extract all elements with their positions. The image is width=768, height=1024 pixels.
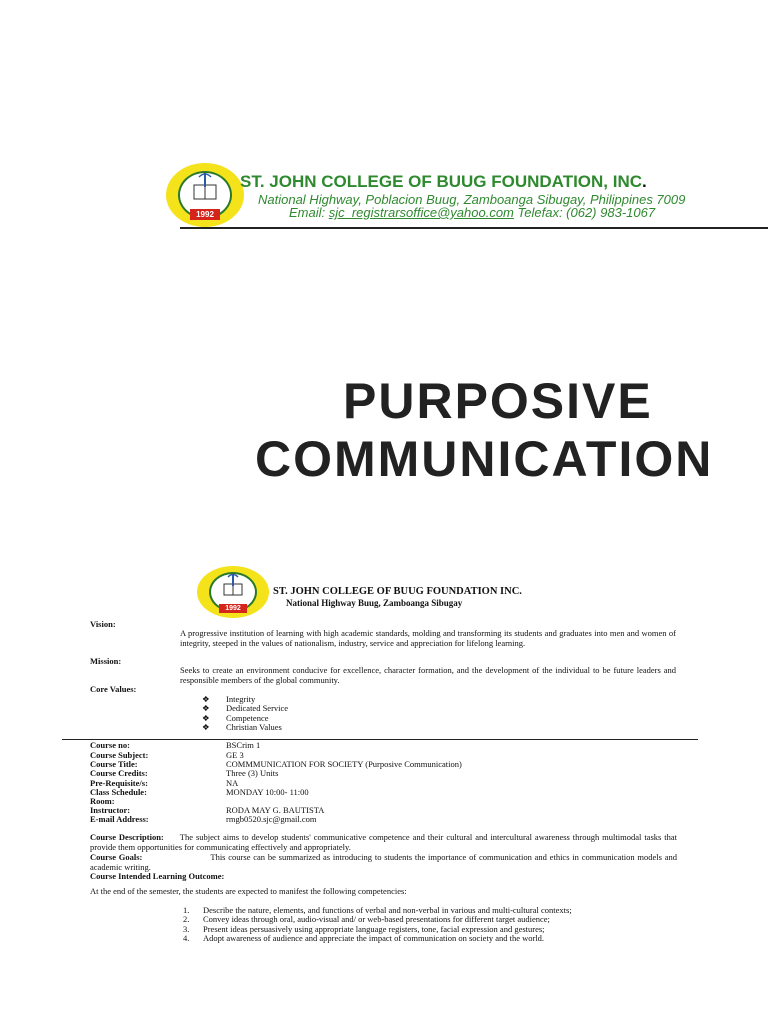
course-description [90, 832, 677, 852]
mission-label: Mission: [90, 656, 122, 666]
vision-text: A progressive institution of learning with high academic standards, molding and transforming its students and graduates into men and women of integrity, steeped in the values of nationalism, industry, service and appreciation for lifelong learning. [180, 628, 676, 648]
course-goals [90, 852, 677, 872]
diamond-bullet-icon: ❖ [202, 694, 210, 704]
core-value-item [202, 722, 282, 733]
core-values-label: Core Values: [90, 684, 137, 694]
mission-text: Seeks to create an environment conducive for excellence, character formation, and the development of the individual to be future leaders and responsible members of the global community. [180, 665, 676, 685]
course-goals-label: Course Goals: [90, 852, 143, 862]
course-description-text: The subject aims to develop students' communicative competence and their cultural and intercultural awareness through multimodal tasks that provide them opportunities for communicating effectively and appropriately. [90, 832, 678, 852]
course-title-label: Course Title: [90, 759, 138, 769]
core-value-text: Christian Values [226, 722, 282, 732]
telefax: Telefax: (062) 983-1067 [513, 205, 656, 220]
course-credits-label: Course Credits: [90, 768, 148, 778]
competency-text: Convey ideas through oral, audio-visual and/ or web-based presentations for different target audience; [203, 914, 550, 924]
cover-title-line2: COMMUNICATION [255, 431, 714, 487]
core-value-text: Dedicated Service [226, 703, 289, 713]
email-address-label: E-mail Address: [90, 814, 149, 824]
room-label: Room: [90, 796, 115, 806]
competency-item [183, 914, 550, 924]
college-seal-logo [166, 163, 244, 227]
college-name-text: ST. JOHN COLLEGE OF BUUG FOUNDATION, INC [240, 172, 643, 191]
competency-text: Present ideas persuasively using appropriate language registers, tone, facial expression and gestures; [203, 924, 545, 934]
competency-item [183, 933, 544, 943]
college-address-small: National Highway Buug, Zamboanga Sibugay [286, 598, 463, 608]
college-contact [289, 205, 655, 220]
diamond-bullet-icon: ❖ [202, 722, 210, 732]
vision-label: Vision: [90, 619, 116, 629]
cover-title-line1: PURPOSIVE [343, 373, 653, 429]
diamond-bullet-icon: ❖ [202, 703, 210, 713]
competency-text: Describe the nature, elements, and functions of verbal and non-verbal in various and multi-cultural contexts; [203, 905, 572, 915]
instructor-value: RODA MAY G. BAUTISTA [226, 805, 325, 815]
header-divider [180, 227, 768, 229]
email-link[interactable]: sjc_registrarsoffice@yahoo.com [328, 205, 514, 220]
college-name-dot: . [642, 172, 647, 191]
college-address: National Highway, Poblacion Buug, Zamboanga Sibugay, Philippines 7009 [258, 192, 686, 207]
competency-number: 3. [183, 924, 190, 934]
college-name [240, 172, 647, 192]
seal-year: 1992 [190, 209, 220, 220]
course-description-label: Course Description: [90, 832, 164, 842]
course-no-value: BSCrim 1 [226, 740, 261, 750]
prerequisite-value: NA [226, 778, 239, 788]
college-name-small: ST. JOHN COLLEGE OF BUUG FOUNDATION INC. [273, 586, 522, 597]
competency-text: Adopt awareness of audience and appreciate the impact of communication on society and the world. [203, 933, 545, 943]
course-subject-label: Course Subject: [90, 750, 149, 760]
course-title-value: COMMMUNICATION FOR SOCIETY (Purposive Communication) [226, 759, 462, 769]
cilo-intro: At the end of the semester, the students are expected to manifest the following competencies: [90, 886, 407, 896]
prerequisite-label: Pre-Requisite/s: [90, 778, 148, 788]
class-schedule-label: Class Schedule: [90, 787, 147, 797]
course-credits-value: Three (3) Units [226, 768, 279, 778]
core-value-text: Integrity [226, 694, 256, 704]
competency-number: 2. [183, 914, 190, 924]
course-subject-value: GE 3 [226, 750, 244, 760]
section-divider [62, 739, 698, 740]
course-no-label: Course no: [90, 740, 130, 750]
seal-year-small: 1992 [219, 604, 247, 613]
class-schedule-value: MONDAY 10:00- 11:00 [226, 787, 309, 797]
email-label: Email: [289, 205, 329, 220]
course-goals-text: This course can be summarized as introducing to students the importance of communication and ethics in communication models and academic writing. [90, 852, 677, 872]
instructor-label: Instructor: [90, 805, 131, 815]
competency-number: 1. [183, 905, 190, 915]
cilo-label: Course Intended Learning Outcome: [90, 871, 225, 881]
diamond-bullet-icon: ❖ [202, 713, 210, 723]
core-value-text: Competence [226, 713, 269, 723]
college-seal-logo-small [197, 566, 269, 618]
competency-number: 4. [183, 933, 190, 943]
email-address-value: rmgb0520.sjc@gmail.com [226, 814, 317, 824]
